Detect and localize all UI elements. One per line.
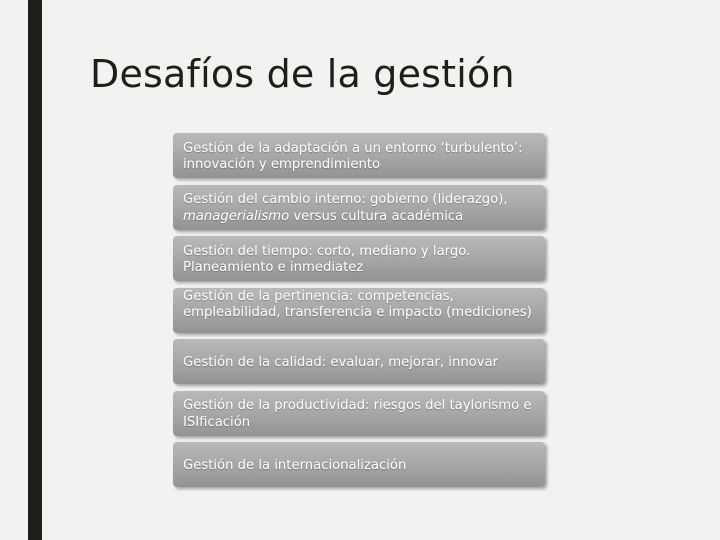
- list-item-text: [183, 192, 537, 225]
- list-item: [173, 133, 545, 178]
- list-item-text: Gestión de la adaptación a un entorno ‘turbulento’: innovación y emprendimiento: [183, 140, 523, 172]
- list-item-text: Gestión del tiempo: corto, mediano y largo. Planeamiento e inmediatez: [183, 243, 471, 275]
- list-item-text: Gestión de la pertinencia: competencias, empleabilidad, transferencia e impacto (mediciones): [183, 288, 532, 320]
- slide-title: Desafíos de la gestión: [90, 52, 515, 96]
- list-item-text-italic: managerialismo: [183, 208, 290, 224]
- list-item-text: Gestión de la internacionalización: [183, 457, 407, 473]
- list-item-text-prefix: Gestión del cambio interno: gobierno (liderazgo),: [183, 192, 508, 207]
- list-item: [173, 185, 545, 230]
- list-item: [173, 288, 545, 333]
- list-item-text: Gestión de la calidad: evaluar, mejorar, innovar: [183, 354, 499, 370]
- list-item: [173, 339, 545, 384]
- list-item-text: Gestión de la productividad: riesgos del taylorismo e ISIficación: [183, 398, 532, 430]
- list-item-text-suffix: versus cultura académica: [289, 208, 464, 224]
- list-item: [173, 442, 545, 487]
- list-item: [173, 391, 545, 436]
- list-item: [173, 236, 545, 281]
- left-accent-bar: [28, 0, 42, 540]
- challenges-list: [173, 133, 545, 494]
